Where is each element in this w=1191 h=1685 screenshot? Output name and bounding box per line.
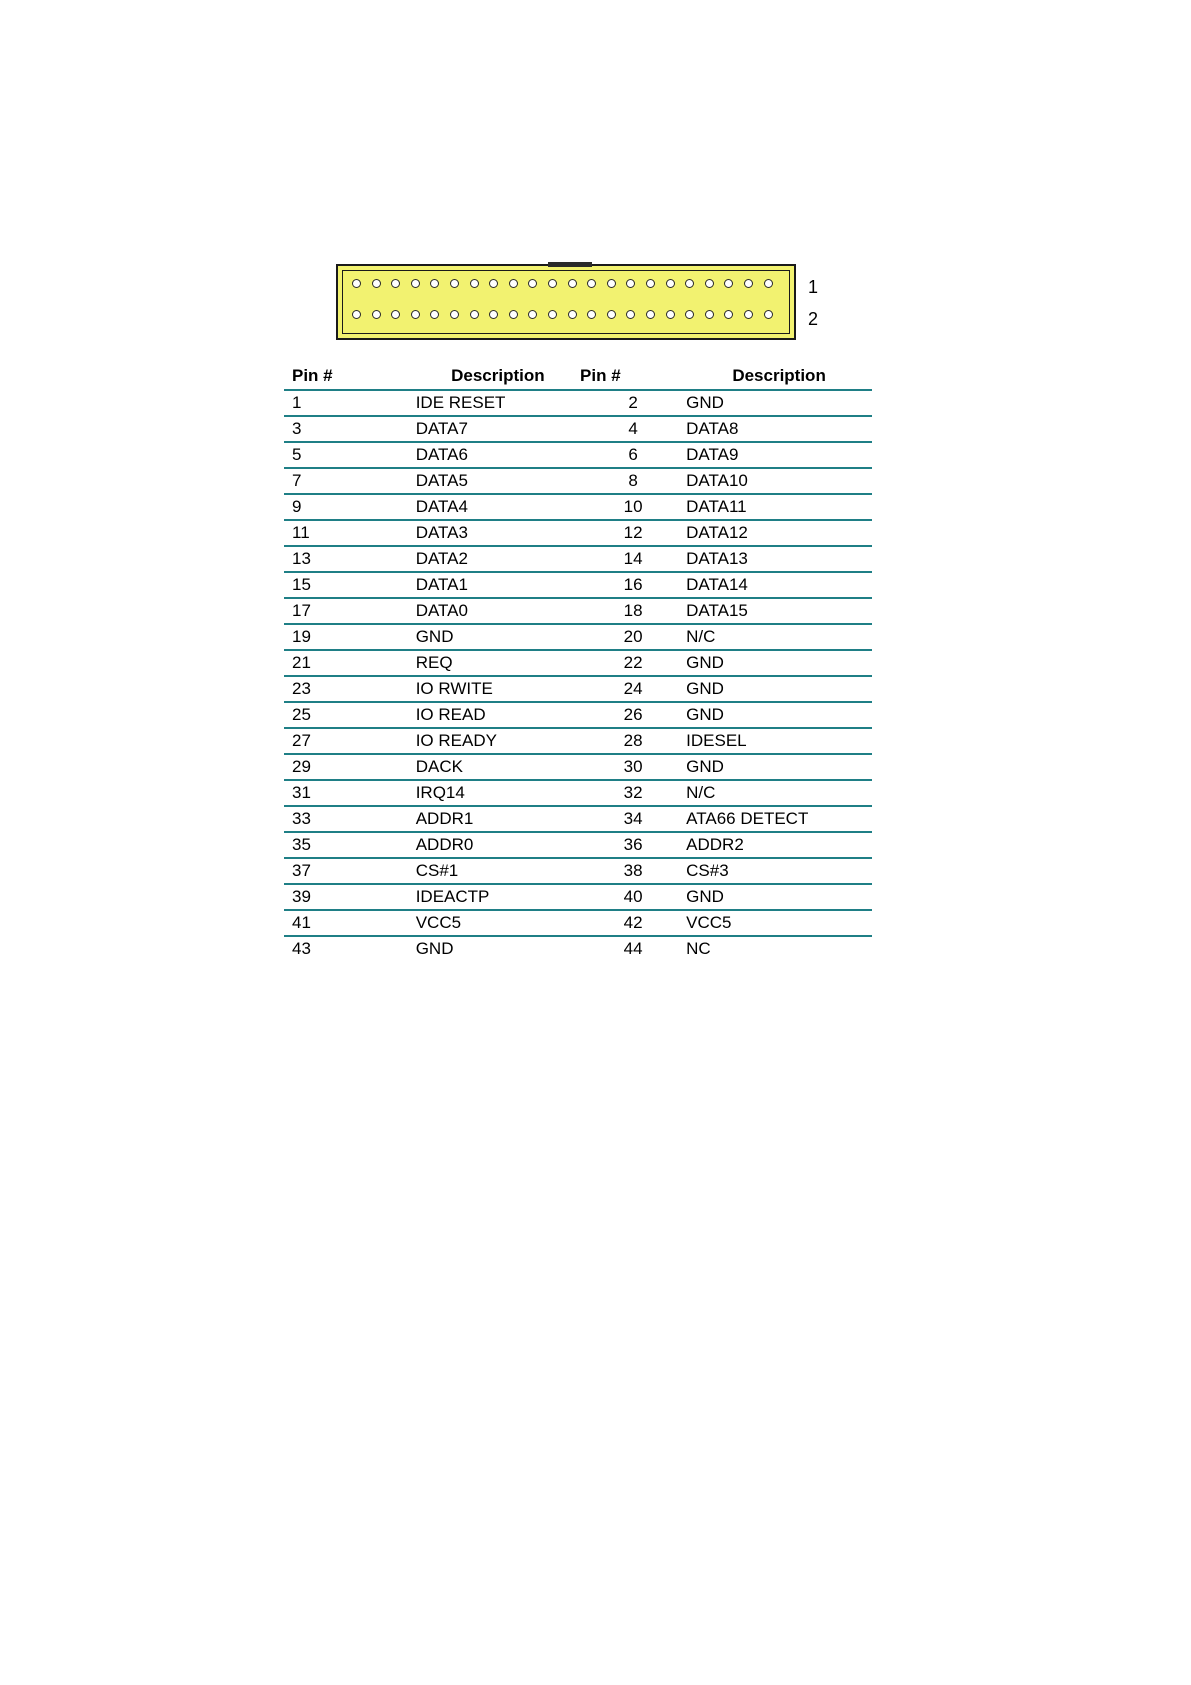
pin-description-odd: VCC5 [416,910,580,936]
pin-description-odd: DATA7 [416,416,580,442]
pin-description-even: NC [686,939,711,958]
pin-description-odd: DATA1 [416,572,580,598]
pin-hole [352,310,361,319]
pin-number-even: 14 [580,546,686,572]
pin-hole [626,279,635,288]
pin-description-even: VCC5 [686,910,872,936]
pin-number-odd: 3 [284,416,416,442]
pin-hole [450,310,459,319]
pin-hole [607,310,616,319]
pin-number-even: 26 [580,702,686,728]
pin-number-odd: 9 [284,494,416,520]
pin-description-even: DATA15 [686,598,872,624]
pin-hole [548,310,557,319]
pin-number-even: 28 [580,728,686,754]
pin-hole [646,279,655,288]
pin-hole [489,279,498,288]
pin-number-odd: 39 [284,884,416,910]
pin-hole [528,310,537,319]
pin-description-odd: CS#1 [416,858,580,884]
pin-number-odd: 21 [284,650,416,676]
table-row [284,390,872,416]
table-row [284,884,872,910]
pin-number-even: 40 [580,884,686,910]
table-row [284,780,872,806]
table-row [284,832,872,858]
pin-number-odd: 1 [284,390,416,416]
pin-number-odd: 17 [284,598,416,624]
pin-hole [411,279,420,288]
pin-description-odd: ADDR1 [416,806,580,832]
connector-row-label-2: 2 [808,309,819,329]
pin-number-even: 44 [623,939,643,958]
pin-number-even: 4 [580,416,686,442]
pin-description-odd: IDEACTP [416,884,580,910]
pin-hole [450,279,459,288]
pin-description-even: GND [686,884,872,910]
pin-number-odd: 15 [284,572,416,598]
pin-hole [509,279,518,288]
pin-description-odd: DACK [416,754,580,780]
pin-hole [685,279,694,288]
pin-number-odd: 41 [284,910,416,936]
header-desc-even: Description [686,362,872,390]
pin-description-odd: DATA0 [416,598,580,624]
pin-description-even: ADDR2 [686,832,872,858]
table-row [284,520,872,546]
pin-hole [685,310,694,319]
table-header-row [284,362,872,390]
pin-number-even: 22 [580,650,686,676]
pin-number-odd: 5 [284,442,416,468]
ide-connector-diagram [336,264,796,340]
pin-hole [666,310,675,319]
pin-number-odd: 11 [284,520,416,546]
pin-hole [724,310,733,319]
pin-number-odd: 7 [284,468,416,494]
pin-hole [626,310,635,319]
pin-number-odd: 23 [284,676,416,702]
pin-number-even: 2 [580,390,686,416]
pin-description-odd: IDE RESET [416,390,580,416]
pin-number-odd: 43 [292,939,311,958]
pin-description-even: GND [686,702,872,728]
pin-number-even: 36 [580,832,686,858]
pin-number-odd: 25 [284,702,416,728]
table-row [284,468,872,494]
pin-description-even: DATA8 [686,416,872,442]
pin-description-odd: REQ [416,650,580,676]
table-row [284,494,872,520]
pin-description-even: DATA9 [686,442,872,468]
pin-number-even: 38 [580,858,686,884]
pin-number-odd: 37 [284,858,416,884]
pin-hole [568,310,577,319]
pin-hole [548,279,557,288]
pin-description-even: GND [686,650,872,676]
pin-hole [391,279,400,288]
pin-hole [744,279,753,288]
pin-description-even: DATA12 [686,520,872,546]
pin-hole [764,310,773,319]
pin-description-even: N/C [686,780,872,806]
pin-hole [705,279,714,288]
pin-hole [744,310,753,319]
pin-description-even: CS#3 [686,858,872,884]
pin-hole [646,310,655,319]
table-row [284,624,872,650]
pin-description-odd: GND [415,939,454,958]
connector-row-label-1: 1 [808,277,819,297]
table-row [284,442,872,468]
pin-number-odd: 33 [284,806,416,832]
pin-description-even: GND [686,754,872,780]
pin-number-even: 24 [580,676,686,702]
pin-description-odd: DATA5 [416,468,580,494]
pin-description-odd: DATA2 [416,546,580,572]
pin-hole [489,310,498,319]
pin-number-even: 34 [580,806,686,832]
pin-number-even: 16 [580,572,686,598]
table-row [284,806,872,832]
pin-description-odd: DATA3 [416,520,580,546]
table-row [284,650,872,676]
pin-description-even: DATA13 [686,546,872,572]
pinout-table [284,362,872,961]
pin-description-even: GND [686,676,872,702]
pin-hole [666,279,675,288]
pin-hole [568,279,577,288]
pin-number-even: 32 [580,780,686,806]
pin-number-even: 6 [580,442,686,468]
pin-hole [391,310,400,319]
pin-hole [372,279,381,288]
pin-number-even: 12 [580,520,686,546]
pin-description-odd: DATA4 [416,494,580,520]
pin-description-odd: IO READ [416,702,580,728]
pin-number-odd: 29 [284,754,416,780]
pin-hole [705,310,714,319]
pin-description-even: DATA11 [686,494,872,520]
pin-number-even: 20 [580,624,686,650]
pin-hole [587,310,596,319]
pin-description-even: DATA10 [686,468,872,494]
table-row [284,858,872,884]
header-pin-even: Pin # [580,362,686,390]
table-row [284,702,872,728]
pin-description-odd: IO RWITE [416,676,580,702]
pin-number-odd: 13 [284,546,416,572]
table-row [284,910,872,936]
table-row [284,754,872,780]
pin-number-odd: 31 [284,780,416,806]
table-row [284,676,872,702]
pin-number-odd: 19 [284,624,416,650]
pin-hole [430,310,439,319]
pin-description-even: ATA66 DETECT [686,806,872,832]
table-row [284,728,872,754]
table-row [284,598,872,624]
pin-description-even: N/C [686,624,872,650]
table-row [284,546,872,572]
pin-hole [372,310,381,319]
pin-description-odd: IO READY [416,728,580,754]
pin-number-odd: 35 [284,832,416,858]
pin-hole [509,310,518,319]
pin-description-odd: GND [416,624,580,650]
pin-description-odd: DATA6 [416,442,580,468]
connector-pin-grid [352,266,782,338]
header-desc-odd: Description [416,362,580,390]
pin-number-even: 10 [580,494,686,520]
pin-description-even: DATA14 [686,572,872,598]
header-pin-odd: Pin # [284,362,416,390]
pinout-table-body [284,390,872,961]
pin-number-even: 30 [580,754,686,780]
pin-hole [587,279,596,288]
pin-hole [764,279,773,288]
pin-number-odd: 27 [284,728,416,754]
pin-hole [470,279,479,288]
pin-number-even: 8 [580,468,686,494]
pin-hole [352,279,361,288]
pin-hole [528,279,537,288]
pin-number-even: 42 [580,910,686,936]
pin-description-even: GND [686,390,872,416]
pin-hole [724,279,733,288]
pin-hole [411,310,420,319]
pin-hole [430,279,439,288]
pin-hole [607,279,616,288]
pin-description-even: IDESEL [686,728,872,754]
pin-hole [470,310,479,319]
pin-description-odd: ADDR0 [416,832,580,858]
table-row [284,936,872,961]
pin-number-even: 18 [580,598,686,624]
table-row [284,572,872,598]
table-row [284,416,872,442]
pin-description-odd: IRQ14 [416,780,580,806]
